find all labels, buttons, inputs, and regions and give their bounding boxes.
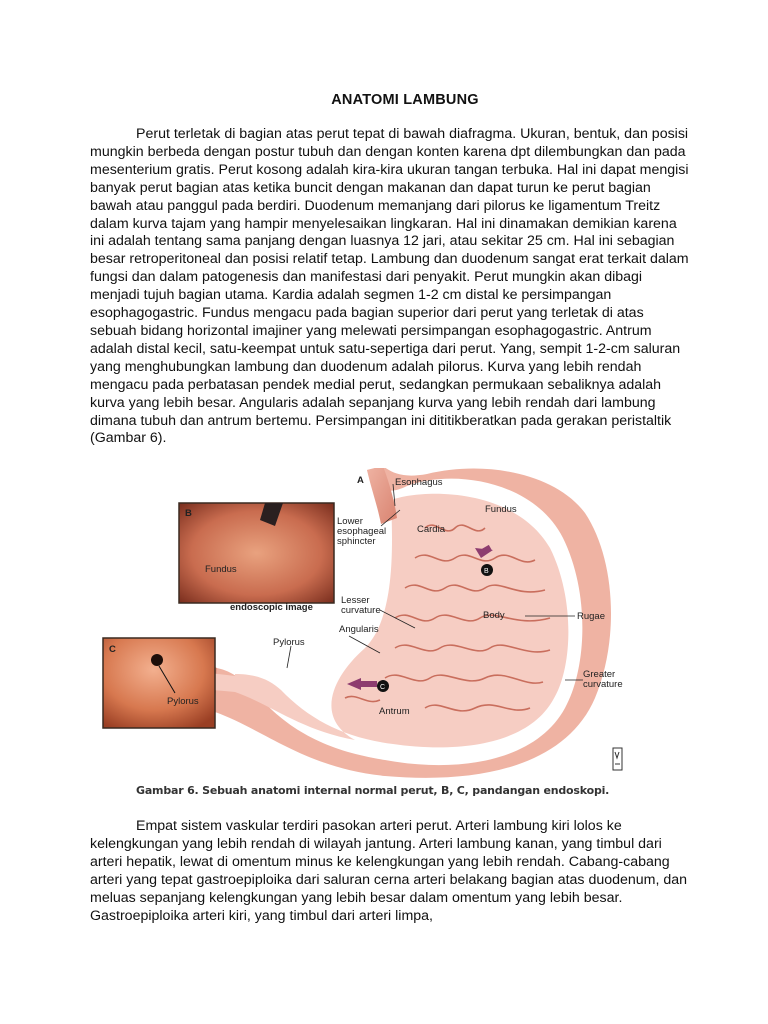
endo-fundus-label: Fundus	[205, 564, 237, 575]
figure-caption: Gambar 6. Sebuah anatomi internal normal perut, B, C, pandangan endoskopi.	[136, 784, 610, 797]
cardia-label: Cardia	[417, 524, 445, 535]
marker-b-text: B	[484, 568, 489, 575]
endoscopic-image-label: endoscopic image	[230, 602, 313, 613]
lesser-curvature-label-1: Lesser	[341, 595, 370, 606]
panel-a-label: A	[357, 475, 364, 486]
pylorus-label: Pylorus	[273, 637, 305, 648]
page-title: ANATOMI LAMBUNG	[331, 92, 479, 108]
body-label: Body	[483, 610, 505, 621]
panel-b-label: B	[185, 508, 192, 519]
endo-pylorus-label: Pylorus	[167, 696, 199, 707]
lower-sphincter-label-1: Lower	[337, 516, 363, 527]
esophagus-label: Esophagus	[395, 477, 443, 488]
angularis-label: Angularis	[339, 624, 379, 635]
stomach-anatomy-svg	[95, 468, 655, 778]
endoscopic-panel-b	[179, 503, 334, 603]
fundus-label: Fundus	[485, 504, 517, 515]
paragraph-1: Perut terletak di bagian atas perut tepat di bawah diafragma. Ukuran, bentuk, dan posisi mungkin berbeda dengan postur tubuh dan dengan konten karena dpt dilembungkan dan pada mesenterium gratis. Perut kosong adalah kira-kira ukuran tangan terbuka. Hal ini dapat mengisi banyak perut bagian atas ketika buncit dengan makanan dan dapat turun ke perut bagian bawah atau panggul pada berdiri. Duodenum memanjang dari pilorus ke ligamentum Treitz dalam kurva tajam yang hampir menyelesaikan lingkaran. Hal ini dinamakan demikian karena ini adalah tentang sama panjang dengan luasnya 12 jari, atau sekitar 25 cm. Hal ini sebagian besar retroperitoneal dan posisi relatif tetap. Lambung dan duodenum sangat erat terkait dalam fungsi dan dalam patogenesis dan manifestasi dari penyakit. Perut mungkin akan dibagi menjadi tujuh bagian utama. Kardia adalah segmen 1-2 cm distal ke persimpangan esophagogastric. Fundus mengacu pada bagian superior dari perut yang terletak di atas sebuah bidang horizontal imajiner yang melewati persimpangan esophagogastric. Antrum adalah distal kecil, satu-keempat untuk satu-sepertiga dari perut. Yang, sempit 1-2-cm saluran yang menghubungkan lambung dan duodenum adalah pilorus. Kurva yang lebih rendah mengacu pada perbatasan pendek medial perut, sedangkan permukaan sebaliknya adalah kurva yang lebih besar. Angularis adalah sepanjang kurva yang lebih rendah dari lambung dimana tubuh dan antrum bertemu. Persimpangan ini dititikberatkan pada gerakan peristaltik (Gambar 6).	[90, 126, 689, 447]
rugae-label: Rugae	[577, 611, 605, 622]
greater-curvature-label-2: curvature	[583, 679, 623, 690]
lesser-curvature-label-2: curvature	[341, 605, 381, 616]
paragraph-2: Empat sistem vaskular terdiri pasokan arteri perut. Arteri lambung kiri lolos ke kelengkungan yang lebih rendah di wilayah jantung. Arteri lambung kanan, yang timbul dari arteri hepatik, lewat di omentum minus ke kelengkungan yang lebih rendah. Cabang-cabang arteri yang tepat gastroepiploika dari saluran cerna arteri belakang bagian atas duodenum, dan meluas sepanjang kelengkungan yang lebih besar dalam omentum yang lebih besar. Gastroepiploika arteri kiri, yang timbul dari arteri limpa,	[90, 818, 688, 924]
antrum-label: Antrum	[379, 706, 410, 717]
marker-c-text: C	[380, 684, 386, 691]
publisher-logo	[613, 748, 622, 770]
lower-sphincter-label-2: esophageal	[337, 526, 387, 537]
panel-c-label: C	[109, 644, 116, 655]
lower-sphincter-label-3: sphincter	[337, 536, 376, 547]
endoscopic-panel-c	[103, 638, 215, 728]
stomach-anatomy-figure	[95, 468, 655, 778]
pylorus-opening	[151, 654, 163, 666]
greater-curvature-label-1: Greater	[583, 669, 616, 680]
